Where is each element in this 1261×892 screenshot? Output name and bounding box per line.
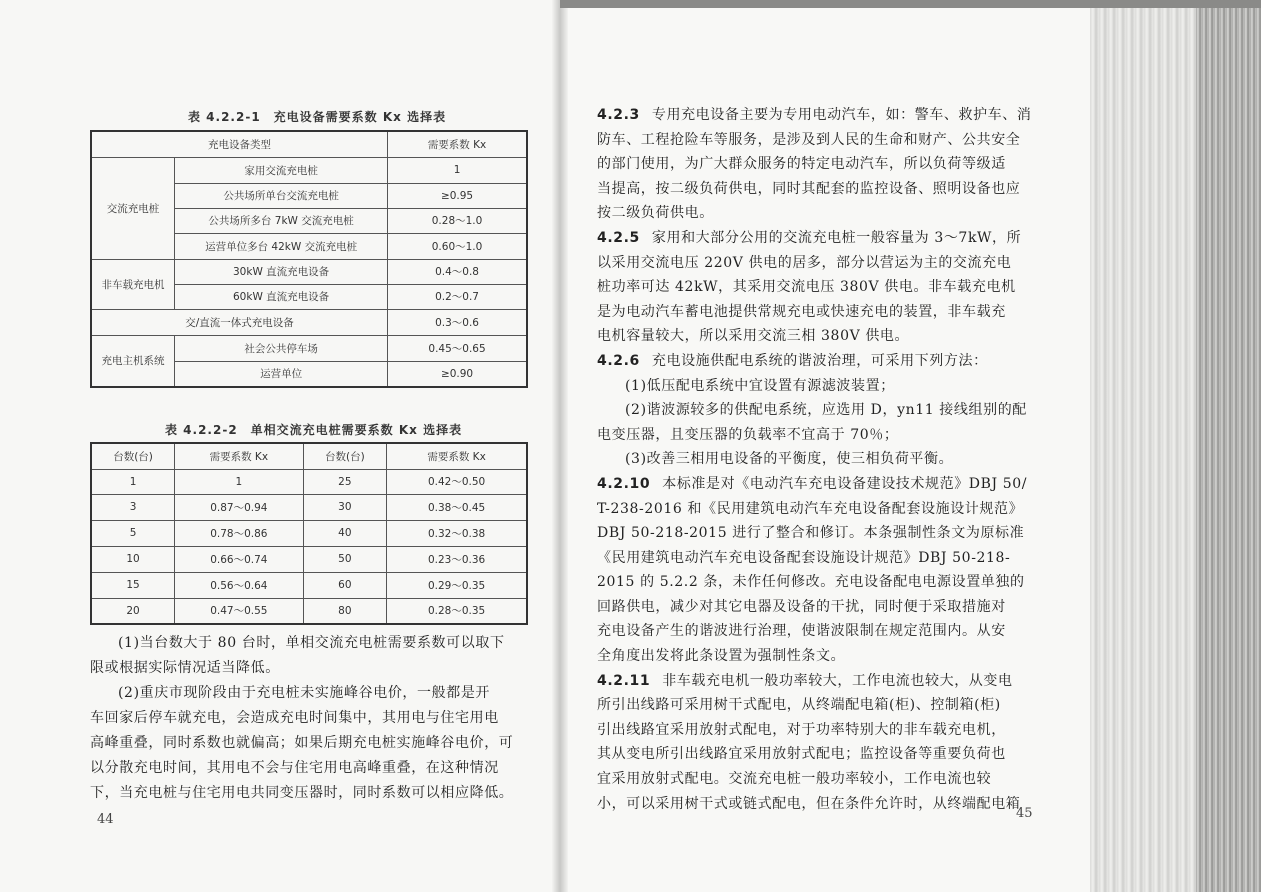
table1-type-cell: 家用交流充电桩 [175,157,388,183]
text-line [597,669,1067,694]
line-text: 2015 的 5.2.2 条，未作任何修改。充电设备配电电源设置单独的 [597,574,1025,591]
table1-group-name: 交流充电桩 [91,157,175,259]
table1-type-cell: 社会公共停车场 [175,335,388,361]
line-text: 所引出线路可采用树干式配电，从终端配电箱(柜)、控制箱(柜) [597,697,1001,714]
scan-top-stripe [560,0,1261,8]
text-line: 高峰重叠，同时系数也就偏高；如果后期充电桩实施峰谷电价，可 [90,735,514,751]
line-text: 小，可以采用树干式或链式配电，但在条件允许时，从终端配电箱 [597,795,1021,812]
line-text: 专用充电设备主要为专用电动汽车，如：警车、救护车、消 [651,107,1032,123]
table2-header-row [91,443,527,469]
section-number: 4.2.3 [597,107,640,123]
table2-cell: 1 [175,469,303,494]
table1-group-name: 非车载充电机 [91,259,175,309]
table2-header-cell: 需要系数 Kx [175,443,303,469]
table2-cell: 20 [91,598,175,624]
line-text: (3)改善三相用电设备的平衡度，使三相负荷平衡。 [625,451,954,468]
line-text: 引出线路宜采用放射式配电，对于功率特别大的非车载充电机， [597,721,1006,738]
table2-cell: 30 [303,494,387,520]
table2-header-cell: 台数(台) [303,443,387,469]
line-text: 其从变电所引出线路宜采用放射式配电；监控设备等重要负荷也 [597,746,1006,763]
text-line [597,644,1067,669]
section-number: 4.2.11 [597,672,651,689]
line-text: 充电设备产生的谐波进行治理，使谐波限制在规定范围内。从安 [597,623,1006,640]
table2-cell: 15 [91,572,175,598]
table2-cell: 10 [91,546,175,572]
table2-cell: 0.23～0.36 [387,546,527,572]
table-row [91,494,527,520]
text-line [597,742,1067,767]
text-line [597,521,1067,546]
table-row [91,520,527,546]
table1-kx-cell: 0.4～0.8 [388,259,527,284]
table1-type-cell: 30kW 直流充电设备 [175,259,388,284]
table2-cell: 0.56～0.64 [175,572,303,598]
table-row [91,546,527,572]
text-line [597,374,1067,399]
table1-kx-cell: 0.28～1.0 [388,208,527,233]
table2-cell: 0.78～0.86 [175,520,303,546]
text-line [597,251,1067,276]
table2-cell: 0.66～0.74 [175,546,303,572]
text-line: 下，当充电桩与住宅用电共同变压器时，同时系数可以相应降低。 [90,785,514,801]
table1-group-name: 交/直流一体式充电设备 [91,309,388,335]
text-line [597,595,1067,620]
text-line [597,177,1067,202]
table2-cell: 60 [303,572,387,598]
line-text: 非车载充电机一般功率较大，工作电流也较大，从变电 [662,672,1013,689]
text-line [597,152,1067,177]
line-text: 的部门使用，为广大群众服务的特定电动汽车，所以负荷等级适 [597,156,1006,173]
table2-cell: 25 [303,469,387,494]
table2-cell: 0.28～0.35 [387,598,527,624]
table1-kx-cell: 0.2～0.7 [388,284,527,309]
line-text: 以采用交流电压 220V 供电的居多，部分以营运为主的交流充电 [597,254,1012,271]
table2-header-cell: 需要系数 Kx [387,443,527,469]
text-line: 车回家后停车就充电，会造成充电时间集中，其用电与住宅用电 [90,710,499,726]
line-text: (2)谐波源较多的供配电系统，应选用 D，yn11 接线组别的配 [625,402,1027,419]
text-line [597,300,1067,325]
table1-type-cell: 运营单位 [175,361,388,387]
text-line [597,447,1067,472]
table1-header-kx: 需要系数 Kx [388,131,527,157]
line-text: 充电设施供配电系统的谐波治理，可采用下列方法： [651,352,988,369]
text-line [597,201,1067,226]
table-row [91,572,527,598]
text-line [597,472,1067,497]
table2-cell: 0.47～0.55 [175,598,303,624]
table2-cell: 40 [303,520,387,546]
text-line [597,349,1067,374]
table-row [91,309,527,335]
line-text: 电变压器，且变压器的负载率不宜高于 70％； [597,426,899,443]
page-number-right: 45 [1016,806,1033,821]
line-text: (1)低压配电系统中宜设置有源滤波装置； [625,377,895,394]
table2-cell: 3 [91,494,175,520]
line-text: 宜采用放射式配电。交流充电桩一般功率较小，工作电流也较 [597,771,992,788]
table-row [91,598,527,624]
table1-kx-cell: 0.45～0.65 [388,335,527,361]
table2-cell: 0.32～0.38 [387,520,527,546]
text-line [597,324,1067,349]
table2-cell: 0.87～0.94 [175,494,303,520]
table1-type-cell: 公共场所多台 7kW 交流充电桩 [175,208,388,233]
line-text: 回路供电，减少对其它电器及设备的干扰，同时便于采取措施对 [597,598,1006,615]
line-text: T-238-2016 和《民用建筑电动汽车充电设备配套设施设计规范》 [597,500,1024,517]
right-body-text [597,103,1067,816]
text-line [597,718,1067,743]
line-text: 《民用建筑电动汽车充电设备配套设施设计规范》DBJ 50-218- [597,549,1011,566]
text-line: (1)当台数大于 80 台时，单相交流充电桩需要系数可以取下 [118,635,505,651]
table2-cell: 0.38～0.45 [387,494,527,520]
table1 [90,130,528,388]
text-line [597,128,1067,153]
table-row [91,157,527,183]
table1-group-name: 充电主机系统 [91,335,175,387]
text-line [597,792,1067,817]
table2-cell: 50 [303,546,387,572]
table-row [91,469,527,494]
table2-caption: 表 4.2.2-2 单相交流充电桩需要系数 Kx 选择表 [165,423,463,437]
table2-cell: 5 [91,520,175,546]
table1-type-cell: 60kW 直流充电设备 [175,284,388,309]
table1-kx-cell: ≥0.90 [388,361,527,387]
left-body-text [90,631,530,806]
text-line [597,546,1067,571]
text-line [597,103,1067,128]
text-line [597,693,1067,718]
line-text: DBJ 50-218-2015 进行了整合和修订。本条强制性条文为原标准 [597,525,1025,542]
line-text: 防车、工程抢险车等服务，是涉及到人民的生命和财产、公共安全 [597,131,1021,148]
table1-kx-cell: 0.60～1.0 [388,233,527,259]
table1-kx-cell: ≥0.95 [388,183,527,208]
table1-kx-cell: 0.3～0.6 [388,309,527,335]
table2-cell: 0.29～0.35 [387,572,527,598]
text-line: 限或根据实际情况适当降低。 [90,660,280,676]
line-text: 家用和大部分公用的交流充电桩一般容量为 3～7kW，所 [651,229,1022,246]
table2-cell: 80 [303,598,387,624]
line-text: 当提高，按二级负荷供电，同时其配套的监控设备、照明设备也应 [597,180,1021,197]
table1-caption: 表 4.2.2-1 充电设备需要系数 Kx 选择表 [188,110,447,124]
table1-type-cell: 运营单位多台 42kW 交流充电桩 [175,233,388,259]
line-text: 桩功率可达 42kW，其采用交流电压 380V 供电。非车载充电机 [597,279,1016,296]
text-line [597,423,1067,448]
text-line [597,767,1067,792]
line-text: 是为电动汽车蓄电池提供常规充电或快速充电的装置，非车载充 [597,303,1006,320]
line-text: 全角度出发将此条设置为强制性条文。 [597,648,846,665]
text-line [597,398,1067,423]
text-line [597,275,1067,300]
table1-header-type: 充电设备类型 [91,131,388,157]
text-line: (2)重庆市现阶段由于充电桩未实施峰谷电价，一般都是开 [118,685,491,701]
section-number: 4.2.5 [597,229,640,246]
line-text: 按二级负荷供电。 [597,205,714,222]
line-text: 本标准是对《电动汽车充电设备建设技术规范》DBJ 50/ [662,475,1028,492]
text-line [597,226,1067,251]
text-line [597,619,1067,644]
book-gutter [552,0,568,892]
page-edge-dark [1196,0,1261,892]
table2-cell: 0.42～0.50 [387,469,527,494]
text-line: 以分散充电时间，其用电不会与住宅用电高峰重叠，在这种情况 [90,760,499,776]
section-number: 4.2.10 [597,475,651,492]
page-number-left: 44 [97,812,114,827]
table1-type-cell: 公共场所单台交流充电桩 [175,183,388,208]
table1-kx-cell: 1 [388,157,527,183]
text-line [597,570,1067,595]
line-text: 电机容量较大，所以采用交流三相 380V 供电。 [597,328,910,345]
table2-cell: 1 [91,469,175,494]
table1-header-row [91,131,527,157]
section-number: 4.2.6 [597,352,640,369]
text-line [597,497,1067,522]
table-row [91,335,527,361]
table-row [91,259,527,284]
table2-header-cell: 台数(台) [91,443,175,469]
table2 [90,442,528,625]
